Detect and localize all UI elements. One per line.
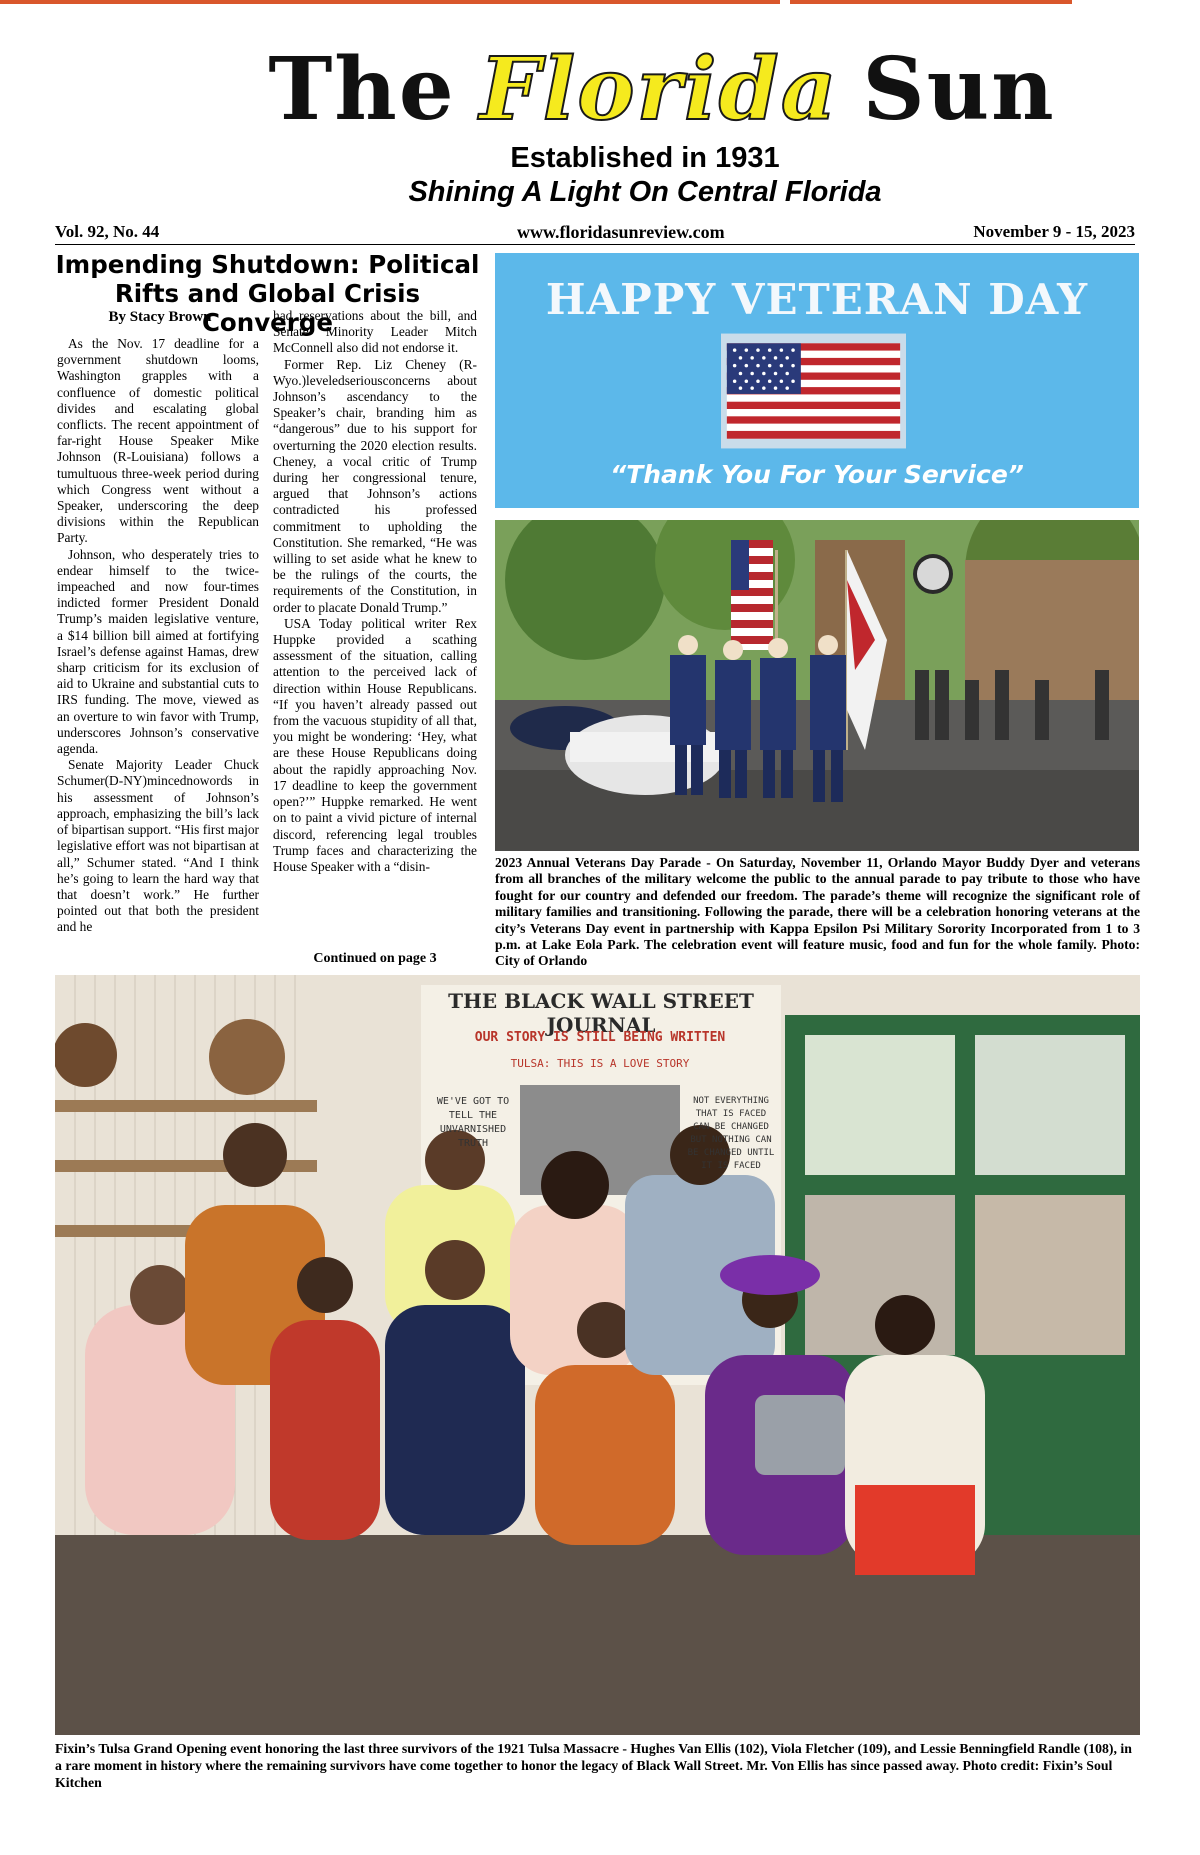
article-paragraph: Johnson, who desperately tries to endear himself to the twice-impeached and now four-times indicted former President Donald Trump’s maiden legislative venture, a $14 billion bill aimed at fortifying Israel’s defense against Hamas, drew sharp criticism for its exclusion of aid to Ukraine and substantial cuts to IRS funding. The move, viewed as an overture to win favor with Trump, underscores Johnson’s conservative agenda. xyxy=(57,546,259,757)
tulsa-photo xyxy=(55,975,1140,1735)
top-accent-bar xyxy=(0,0,1200,4)
article-column-1 xyxy=(57,336,259,936)
article-byline: By Stacy Brown xyxy=(108,309,212,325)
masthead-word: The xyxy=(268,39,456,140)
tulsa-photo-illustration xyxy=(55,975,1140,1735)
article-paragraph: As the Nov. 17 deadline for a government shutdown looms, Washington grapples with a confluence of domestic political divides and escalating global conflicts. The recent appointment of far-right House Speaker Mike Johnson (R-Louisiana) follows a tumultuous three-week period during which Congress went without a Speaker, underscoring the deep divisions within the Republican Party. xyxy=(57,336,259,546)
black-wall-street-sign: THE BLACK WALL STREET JOURNAL xyxy=(448,989,754,1037)
volume-number: Vol. 92, No. 44 xyxy=(55,222,160,241)
parade-caption: 2023 Annual Veterans Day Parade - On Saturday, November 11, Orlando Mayor Buddy Dyer and veterans from all branches of the military welcome the public to the annual parade to pay tribute to those who have fought for our country and defended our freedom. The parade’s theme will recognize the significant role of military families and transitioning. Following the parade, there will be a celebration honoring veterans at the city’s Veterans Day event in partnership with Kappa Epsilon Psi Military Sorority Incorporated from 1 to 3 p.m. at Lake Eola Park. The celebration event will feature music, food and fun for the whole family. Photo: City of Orlando xyxy=(495,855,1140,969)
veterans-title: HAPPY VETERAN DAY xyxy=(545,275,1089,324)
masthead-word-florida: Florida xyxy=(479,39,839,140)
article-column-2 xyxy=(273,308,477,875)
top-accent-segment xyxy=(790,0,1072,4)
masthead xyxy=(262,40,1062,140)
board-line: OUR STORY IS STILL BEING WRITTEN xyxy=(474,1030,726,1045)
established-line: Established in 1931 xyxy=(510,142,780,174)
article-paragraph: USA Today political writer Rex Huppke provided a scathing assessment of the situation, calling attention to the perceived lack of direction within House Republicans. “If you haven’t already passed out from the vacuous stupidity of all that, you might be wondering: ‘Hey, what are these House Republicans doing about the rapidly approaching Nov. 17 deadline to keep the government open?’” Huppke remarked. He went on to paint a vivid picture of internal discord, referencing legal troubles Trump faces and characterizing the House Speaker with a “disin- xyxy=(273,615,477,874)
veterans-day-banner xyxy=(495,253,1139,508)
tulsa-caption: Fixin’s Tulsa Grand Opening event honoring the last three survivors of the 1921 Tulsa Massacre - Hughes Van Ellis (102), Viola Fletcher (109), and Lessie Benningfield Randle (108), in a rare moment in history where the remaining survivors have come together to honor the legacy of Black Wall Street. Mr. Von Ellis has since passed away. Photo credit: Fixin’s Soul Kitchen xyxy=(55,1741,1132,1790)
article-paragraph: Former Rep. Liz Cheney (R-Wyo.)leveledseriousconcerns about Johnson’s ascendancy to the Speaker’s chair, branding him as “dangerous” due to his support for overturning the 2020 election results. Cheney, a vocal critic of Trump during her congressional tenure, argued that Johnson’s actions contradicted his professed commitment to upholding the Constitution. She remarked, “He was willing to set aside what he knew to be the rulings of the courts, the requirements of the Constitution, in order to placate Donald Trump.” xyxy=(273,356,477,615)
board-note-right: NOT EVERYTHING THAT IS FACED CAN BE CHANGED BUT NOTHING CAN BE CHANGED UNTIL IT IS FACED xyxy=(687,1096,775,1171)
continued-note: Continued on page 3 xyxy=(313,951,437,966)
masthead-word: Sun xyxy=(862,39,1056,140)
parade-photo xyxy=(495,520,1139,851)
website-link[interactable]: www.floridasunreview.com xyxy=(517,222,725,242)
article-headline: Impending Shutdown: Political Rifts and Global Crisis Converge xyxy=(55,250,480,337)
tagline: Shining A Light On Central Florida xyxy=(408,176,882,208)
issue-info-bar xyxy=(55,222,1135,245)
veterans-thanks: “Thank You For Your Service” xyxy=(610,460,1024,489)
article-paragraph: Senate Majority Leader Chuck Schumer(D-NY)mincednowords in his assessment of Johnson’s approach, emphasizing the bill’s lack of bipartisan support. “His first major legislative effort was not bipartisan at all,” Schumer stated. “And I think he’s going to learn the hard way that that doesn’t work.” He further pointed out that both the president and he xyxy=(57,757,259,935)
board-note-left: WE'VE GOT TO TELL THE UNVARNISHED TRUTH xyxy=(436,1096,510,1149)
board-line: TULSA: THIS IS A LOVE STORY xyxy=(510,1057,690,1070)
parade-photo-illustration xyxy=(495,520,1139,851)
issue-date: November 9 - 15, 2023 xyxy=(973,222,1135,241)
article-paragraph: had reservations about the bill, and Senate Minority Leader Mitch McConnell also did not endorse it. xyxy=(273,308,477,356)
us-flag-icon xyxy=(721,333,906,449)
top-accent-segment xyxy=(0,0,780,4)
